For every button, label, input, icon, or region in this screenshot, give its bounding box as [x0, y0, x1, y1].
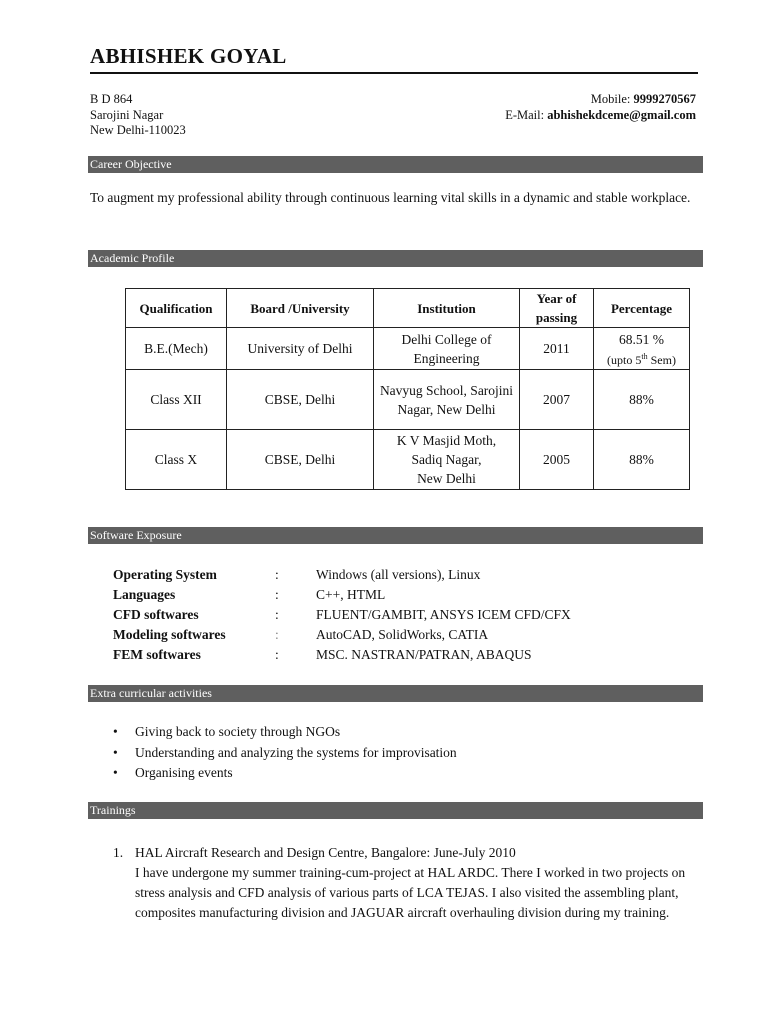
- section-header-academic: Academic Profile: [88, 250, 703, 267]
- institution-line: New Delhi: [417, 471, 476, 486]
- note-post: Sem): [647, 352, 676, 367]
- software-value: MSC. NASTRAN/PATRAN, ABAQUS: [316, 647, 532, 662]
- section-header-extra: Extra curricular activities: [88, 685, 703, 702]
- training-description: I have undergone my summer training-cum-project at HAL ARDC. There I worked in two projects on stress analysis and CFD analysis of various parts of LCA TEJAS. I also visited the assembling plant, composites manufacturing division and JAGUAR aircraft overhauling division during my training.: [135, 865, 686, 920]
- training-body: [135, 843, 700, 923]
- col-header-percentage: Percentage: [594, 289, 690, 328]
- cell-percentage: 88%: [594, 430, 690, 490]
- software-label: Modeling softwares: [113, 627, 226, 642]
- cell-board: CBSE, Delhi: [227, 370, 374, 430]
- table-row: [126, 370, 690, 430]
- mobile-label: Mobile:: [590, 92, 631, 106]
- software-label: FEM softwares: [113, 647, 201, 662]
- software-colon: :: [275, 567, 279, 582]
- candidate-name: ABHISHEK GOYAL: [90, 44, 287, 68]
- software-value: AutoCAD, SolidWorks, CATIA: [316, 627, 489, 642]
- list-item: [113, 763, 457, 784]
- cell-qualification: Class X: [126, 430, 227, 490]
- bullet-icon: •: [113, 724, 118, 739]
- training-title: HAL Aircraft Research and Design Centre, Bangalore: June-July 2010: [135, 845, 516, 860]
- cell-percentage: 88%: [594, 370, 690, 430]
- col-header-year: Year of passing: [520, 289, 594, 328]
- table-row: [126, 430, 690, 490]
- bullet-icon: •: [113, 765, 118, 780]
- career-objective-text: To augment my professional ability through continuous learning vital skills in a dynamic and stable workplace.: [90, 190, 691, 205]
- name-divider: [90, 72, 698, 74]
- list-item-text: Understanding and analyzing the systems for improvisation: [135, 744, 457, 760]
- software-colon: :: [275, 627, 279, 642]
- note-sup: th: [641, 351, 648, 361]
- software-label: Operating System: [113, 567, 217, 582]
- mobile-number: 9999270567: [633, 92, 696, 106]
- cell-year: 2007: [520, 370, 594, 430]
- academic-table: [125, 288, 690, 490]
- cell-institution: [374, 430, 520, 490]
- col-header-board: Board /University: [227, 289, 374, 328]
- cell-board: CBSE, Delhi: [227, 430, 374, 490]
- list-item: [113, 743, 457, 764]
- table-row: [126, 328, 690, 370]
- cell-institution: Navyug School, Sarojini Nagar, New Delhi: [374, 370, 520, 430]
- cell-percentage: [594, 328, 690, 370]
- cell-board: University of Delhi: [227, 328, 374, 370]
- address-line: Sarojini Nagar: [90, 107, 164, 122]
- cell-qualification: Class XII: [126, 370, 227, 430]
- cell-year: 2011: [520, 328, 594, 370]
- software-value: Windows (all versions), Linux: [316, 567, 481, 582]
- software-label: Languages: [113, 587, 176, 602]
- email-label: E-Mail:: [505, 107, 545, 122]
- section-header-software: Software Exposure: [88, 527, 703, 544]
- bullet-icon: •: [113, 744, 118, 760]
- address-line: New Delhi-110023: [90, 123, 186, 137]
- list-item-text: Organising events: [135, 765, 233, 780]
- list-item: [113, 722, 457, 743]
- institution-line: Sadiq Nagar,: [411, 452, 482, 467]
- col-header-qualification: Qualification: [126, 289, 227, 328]
- section-header-trainings: Trainings: [88, 802, 703, 819]
- cell-institution: Delhi College of Engineering: [374, 328, 520, 370]
- table-header-row: [126, 289, 690, 328]
- cell-qualification: B.E.(Mech): [126, 328, 227, 370]
- software-label: CFD softwares: [113, 607, 199, 622]
- software-value: FLUENT/GAMBIT, ANSYS ICEM CFD/CFX: [316, 607, 571, 622]
- note-pre: (upto 5: [607, 352, 642, 367]
- institution-line: K V Masjid Moth,: [396, 433, 497, 448]
- section-header-career: Career Objective: [88, 156, 703, 173]
- extra-curricular-list: [113, 722, 457, 784]
- training-number: 1.: [113, 845, 124, 860]
- software-colon: :: [275, 647, 279, 662]
- address-block: [90, 92, 186, 139]
- list-item-text: Giving back to society through NGOs: [135, 724, 341, 739]
- address-line: B D 864: [90, 92, 133, 106]
- mobile-line: [505, 92, 696, 108]
- software-colon: :: [275, 607, 279, 622]
- email-line: [505, 108, 696, 124]
- email-address: abhishekdceme@gmail.com: [547, 107, 696, 122]
- cell-year: 2005: [520, 430, 594, 490]
- software-colon: :: [275, 587, 279, 602]
- percentage-note: [598, 349, 685, 368]
- contact-block: [505, 92, 696, 123]
- percentage-value: 68.51 %: [619, 331, 664, 347]
- software-value: C++, HTML: [316, 587, 386, 602]
- col-header-institution: Institution: [374, 289, 520, 328]
